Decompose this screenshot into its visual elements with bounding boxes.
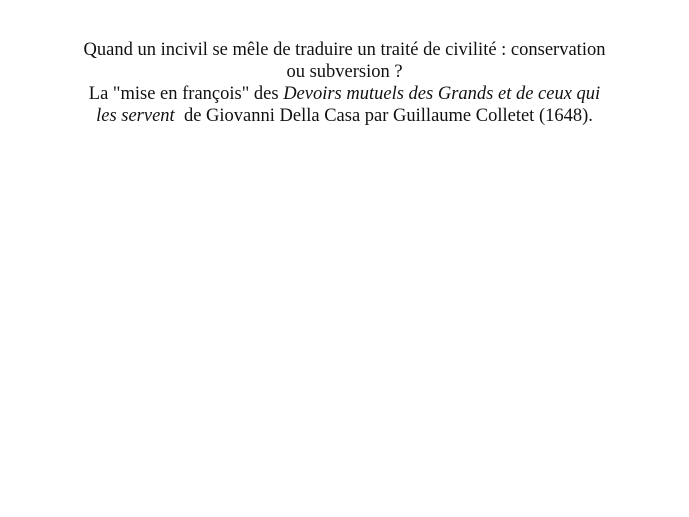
subtitle-line-2 xyxy=(40,105,649,127)
subtitle-suffix: de Giovanni Della Casa par Guillaume Colletet (1648). xyxy=(174,106,593,126)
title-text-1: Quand un incivil se mêle de traduire un traité de civilité : conservation xyxy=(83,40,606,60)
title-text-2: ou subversion ? xyxy=(286,62,403,82)
document-title-block xyxy=(40,39,649,127)
subtitle-line-1 xyxy=(40,83,649,105)
work-title-italic-2: les servent xyxy=(96,106,175,126)
title-line-2 xyxy=(40,61,649,83)
work-title-italic-1: Devoirs mutuels des Grands et de ceux qui xyxy=(283,84,601,104)
subtitle-prefix: La "mise en françois" des xyxy=(88,84,284,104)
title-line-1 xyxy=(40,39,649,61)
